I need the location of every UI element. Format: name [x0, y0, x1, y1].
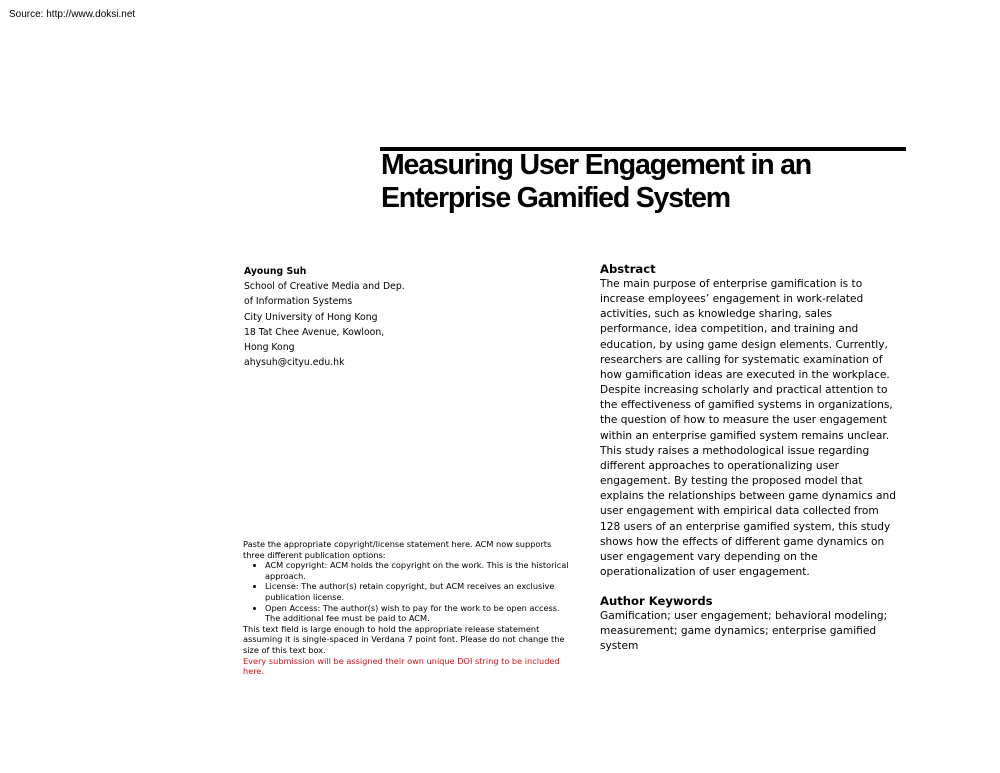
- keywords-line: system: [600, 640, 639, 653]
- abstract-line: how gamification ideas are executed in the workplace.: [600, 368, 890, 381]
- affiliation-line: School of Creative Media and Dep.: [244, 281, 405, 293]
- abstract-line: increase employees’ engagement in work-related: [600, 293, 864, 306]
- abstract-line: the effectiveness of gamified systems in organizations,: [600, 399, 893, 412]
- abstract-heading: Abstract: [600, 262, 656, 276]
- copyright-option: • Open Access: The author(s) wish to pay for the work to be open access. The additional fee must be paid to ACM.: [265, 603, 573, 624]
- abstract-line: operationalization of user engagement.: [600, 565, 810, 578]
- abstract-line: user engagement with empirical data collected from: [600, 505, 879, 518]
- doi-note: Every submission will be assigned their own unique DOI string to be included here.: [243, 655, 560, 677]
- abstract-line: the question of how to measure the user engagement: [600, 414, 887, 427]
- abstract-line: education, by using game design elements. Currently,: [600, 338, 888, 351]
- abstract-line: within an enterprise gamified system remains unclear.: [600, 429, 890, 442]
- affiliation-line: 18 Tat Chee Avenue, Kowloon,: [244, 326, 385, 338]
- title-line: Enterprise Gamified System: [381, 182, 730, 214]
- abstract-line: activities, such as knowledge sharing, sales: [600, 308, 832, 321]
- author-email: ahysuh@cityu.edu.hk: [244, 357, 345, 369]
- keywords-line: measurement; game dynamics; enterprise gamified: [600, 625, 877, 638]
- abstract-line: shows how the effects of different game dynamics on: [600, 535, 885, 548]
- affiliation-line: City University of Hong Kong: [244, 311, 378, 323]
- copyright-box: [243, 539, 573, 677]
- abstract-line: different approaches to operationalizing user: [600, 459, 840, 472]
- affiliation-line: Hong Kong: [244, 342, 295, 354]
- copyright-note: This text field is large enough to hold the appropriate release statement assuming it is single-spaced in Verdana 7 point font. Please do not change the size of this text box.: [243, 623, 565, 655]
- abstract-line: user engagement vary depending on the: [600, 550, 818, 563]
- abstract-line: explains the relationships between game dynamics and: [600, 490, 896, 503]
- abstract-line: performance, idea competition, and training and: [600, 323, 859, 336]
- abstract-line: 128 users of an enterprise gamified system, this study: [600, 520, 891, 533]
- affiliation-line: of Information Systems: [244, 296, 353, 308]
- abstract-line: The main purpose of enterprise gamification is to: [600, 278, 863, 290]
- keywords-heading: Author Keywords: [600, 594, 713, 609]
- paper-title: [381, 149, 906, 215]
- keywords-body: [600, 609, 905, 654]
- title-line: Measuring User Engagement in an: [381, 149, 811, 181]
- abstract-line: researchers are calling for systematic examination of: [600, 353, 883, 366]
- copyright-intro: Paste the appropriate copyright/license statement here. ACM now supports three different publication options:: [243, 539, 552, 560]
- copyright-option: • ACM copyright: ACM holds the copyright on the work. This is the historical approach.: [265, 560, 573, 581]
- abstract-line: engagement. By testing the proposed model that: [600, 475, 863, 488]
- copyright-option: • License: The author(s) retain copyright, but ACM receives an exclusive publication license.: [265, 581, 573, 602]
- keywords-line: Gamification; user engagement; behavioral modeling;: [600, 610, 888, 623]
- right-column: [600, 261, 905, 655]
- abstract-line: This study raises a methodological issue regarding: [600, 444, 870, 457]
- author-block: [244, 264, 544, 370]
- copyright-options: [243, 560, 573, 624]
- abstract-body: [600, 277, 905, 580]
- abstract-line: Despite increasing scholarly and practical attention to: [600, 384, 888, 397]
- author-name: Ayoung Suh: [244, 266, 307, 277]
- source-note: Source: http://www.doksi.net: [9, 9, 136, 20]
